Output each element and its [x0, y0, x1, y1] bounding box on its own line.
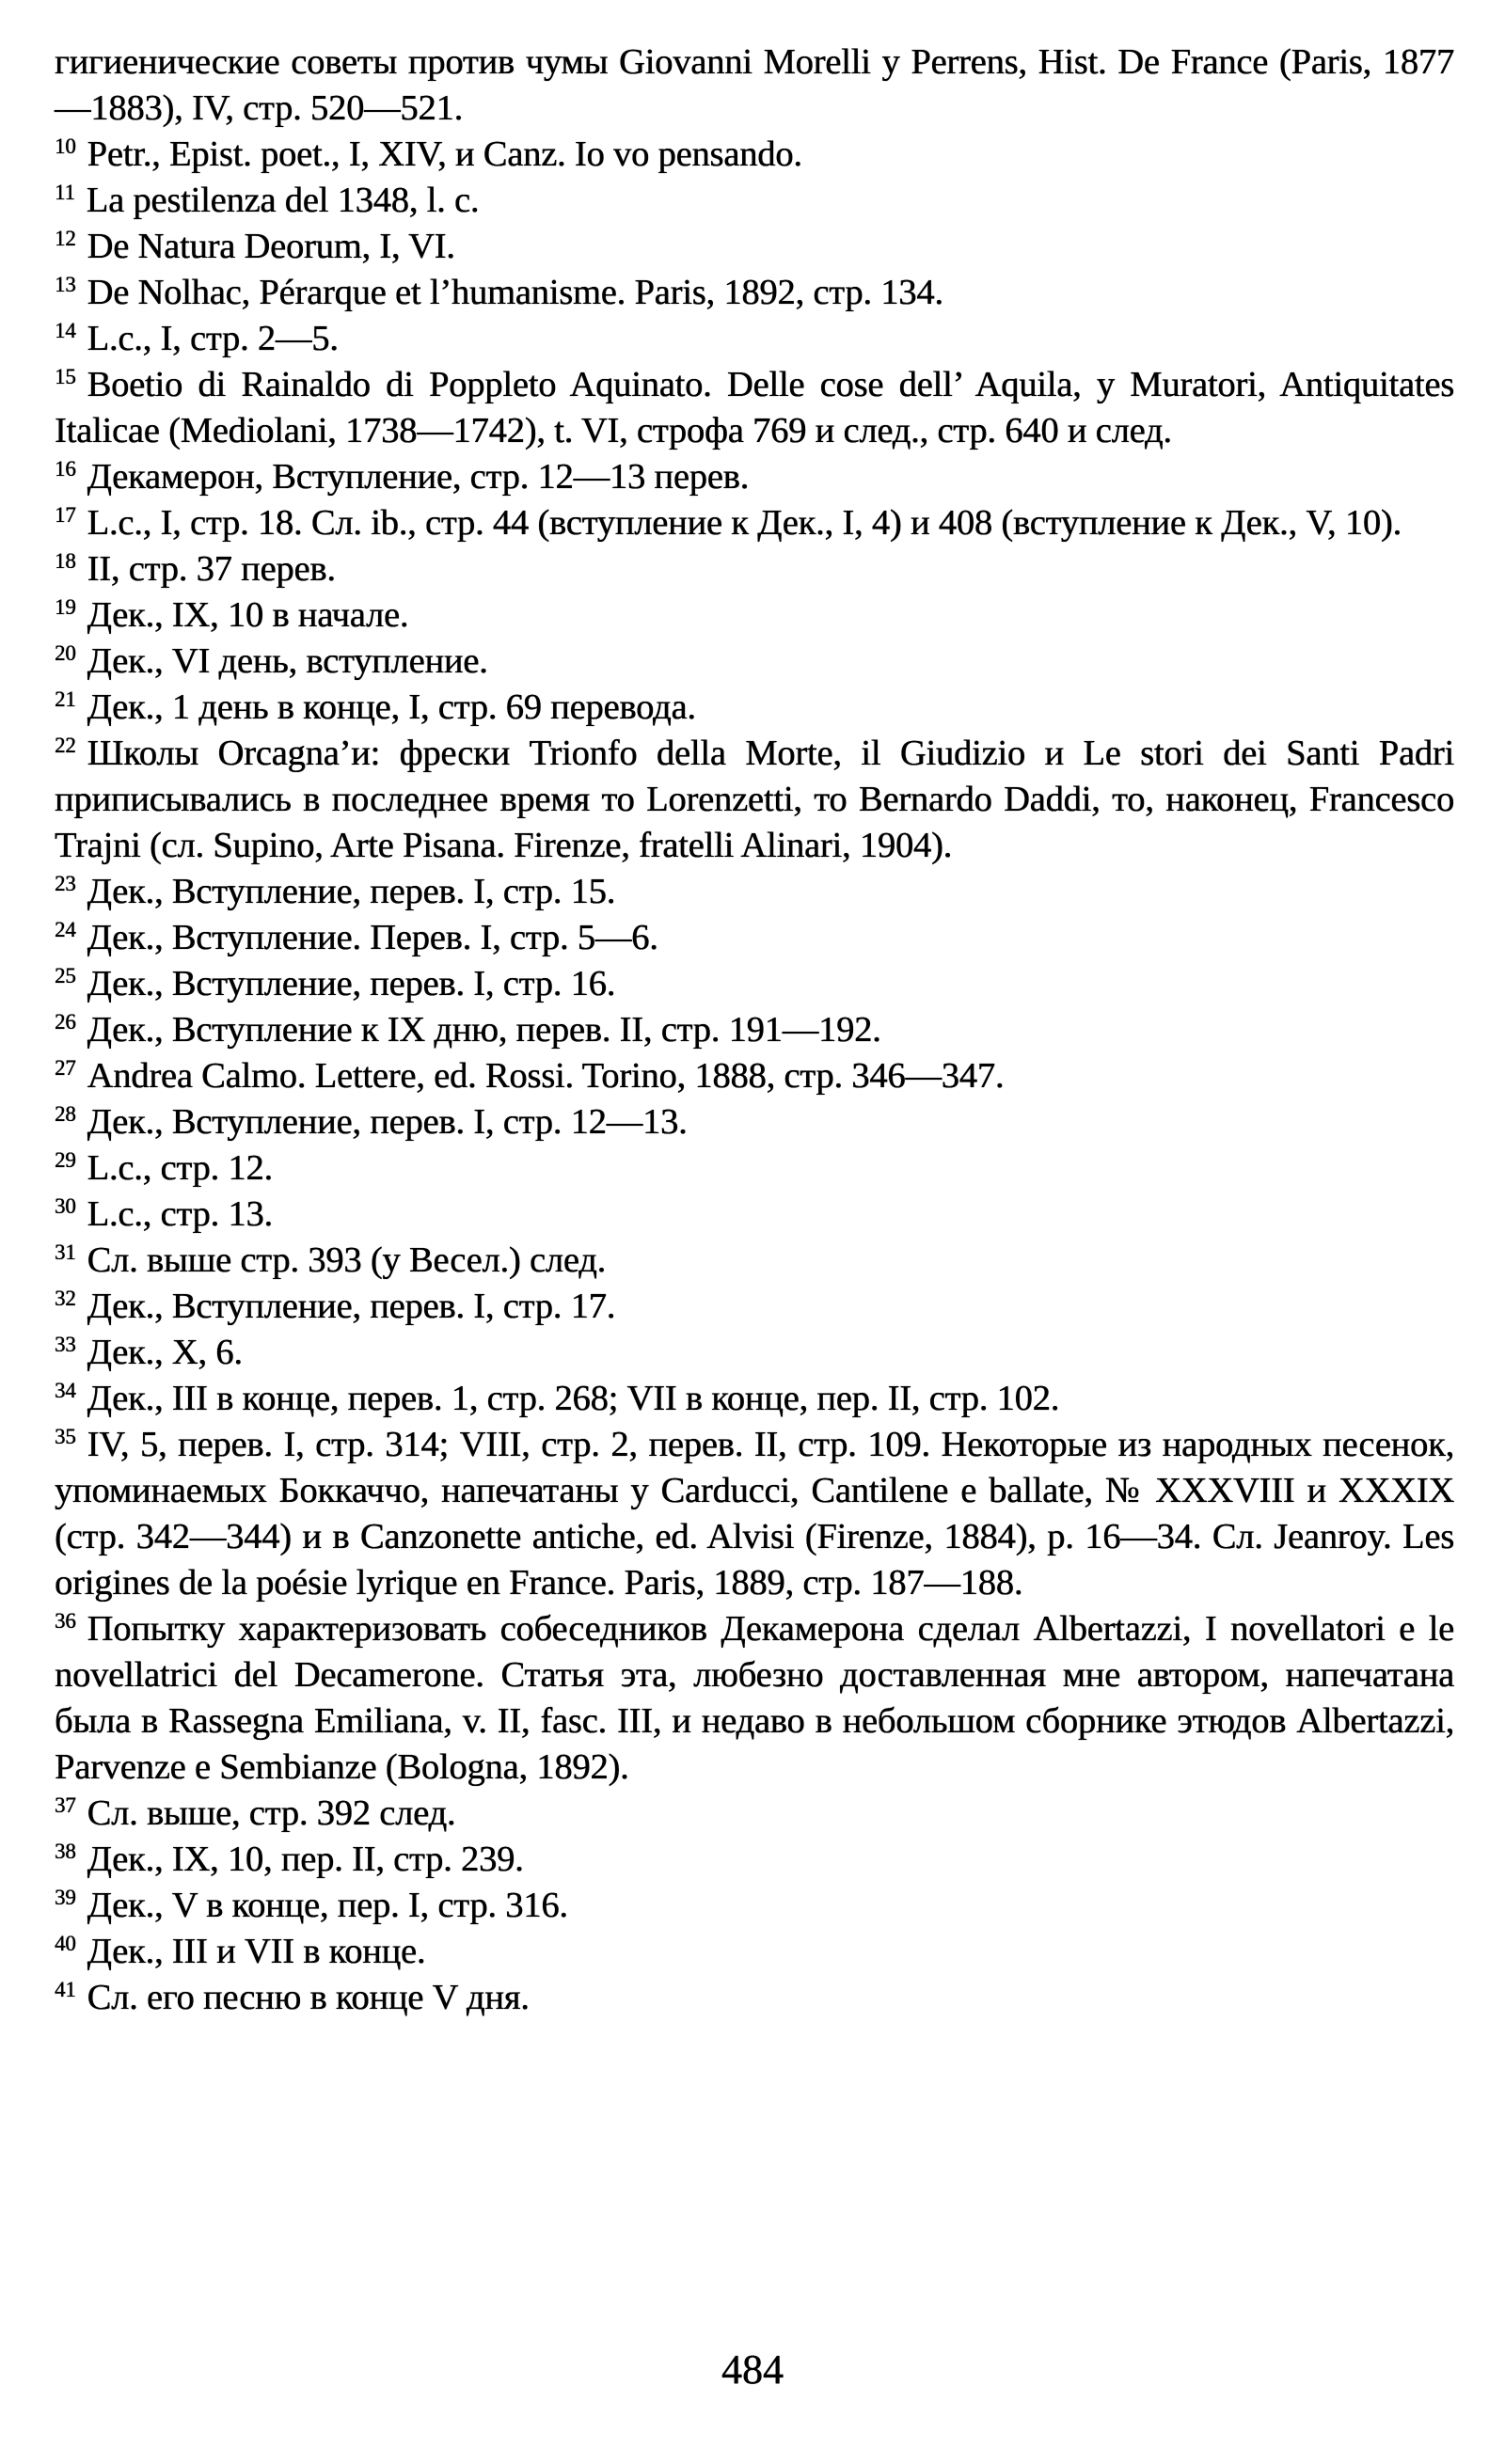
footnote-number: 28	[55, 1102, 76, 1126]
footnote-text: Школы Orcagna’и: фрески Trionfo della Morte, il Giudizio и Le stori dei Santi Padri приписывались в последнее время то Lorenzetti, то Bernardo Daddi, то, наконец, Francesco Trajni (сл. Supino, Arte Pisana. Firenze, fratelli Alinari, 1904).	[55, 734, 1454, 865]
footnote-number: 33	[55, 1333, 76, 1356]
footnote-text: Сл. выше, стр. 392 след.	[87, 1793, 456, 1833]
footnote	[55, 546, 1454, 592]
footnotes-block	[55, 39, 1454, 2021]
footnote-number: 25	[55, 964, 76, 987]
footnote	[55, 1053, 1454, 1099]
footnote-text: II, стр. 37 перев.	[87, 549, 336, 589]
footnote	[55, 1929, 1454, 1975]
footnote	[55, 1238, 1454, 1284]
footnote-number: 32	[55, 1287, 76, 1310]
footnote-number: 13	[55, 273, 76, 296]
footnote-text: L.c., I, стр. 18. Сл. ib., стр. 44 (вступление к Дек., I, 4) и 408 (вступление к Дек., V, 10).	[87, 503, 1402, 543]
footnote-number: 36	[55, 1609, 76, 1633]
footnote	[55, 178, 1454, 224]
footnote-text: Дек., Вступление, перев. I, стр. 17.	[87, 1287, 616, 1326]
footnote-text: Дек., Вступление, перев. I, стр. 15.	[87, 872, 616, 911]
footnote-text: Попытку характеризовать собеседников Декамерона сделал Albertazzi, I novellatori e le novellatrici del Decamerone. Статья эта, любезно доставленная мне автором, напечатана была в Rassegna Emiliana, v. II, fasc. III, и недаво в небольшом сборнике этюдов Albertazzi, Parvenze e Sembianze (Bologna, 1892).	[55, 1609, 1454, 1787]
footnote-number: 18	[55, 549, 76, 573]
footnote-text: De Nolhac, Pérarque et l’humanisme. Paris, 1892, стр. 134.	[87, 273, 943, 312]
footnote-text: De Natura Deorum, I, VI.	[87, 227, 455, 266]
footnote-number: 35	[55, 1425, 76, 1448]
footnote-text: Дек., VI день, вступление.	[87, 641, 488, 681]
footnote-text: Дек., 1 день в конце, I, стр. 69 перевода.	[87, 687, 696, 727]
footnote	[55, 1837, 1454, 1883]
footnote-text: Дек., Вступление, перев. I, стр. 12—13.	[87, 1102, 688, 1142]
footnote-text: Boetio di Rainaldo di Poppleto Aquinato. Delle cose dell’ Aquila, у Muratori, Antiquitates Italicae (Mediolani, 1738—1742), t. VI, строфа 769 и след., стр. 640 и след.	[55, 365, 1454, 450]
footnote-text: Дек., V в конце, пер. I, стр. 316.	[87, 1886, 568, 1925]
footnote-number: 37	[55, 1793, 76, 1817]
footnote-text: Дек., IX, 10 в начале.	[87, 595, 409, 635]
footnote-number: 31	[55, 1240, 76, 1264]
footnote	[55, 592, 1454, 639]
footnote-text: IV, 5, перев. I, стр. 314; VIII, стр. 2, перев. II, стр. 109. Некоторые из народных песенок, упоминаемых Боккаччо, напечатаны у Carducci, Cantilene e ballate, № XXXVIII и XXXIX (стр. 342—344) и в Canzonette antiche, ed. Alvisi (Firenze, 1884), p. 16—34. Сл. Jeanroy. Les origines de la poésie lyrique en France. Paris, 1889, стр. 187—188.	[55, 1425, 1454, 1603]
footnote-text: L.c., стр. 12.	[87, 1148, 273, 1188]
footnote	[55, 731, 1454, 869]
footnote-text: Petr., Epist. poet., I, XIV, и Canz. Io vo pensando.	[87, 134, 802, 174]
footnote	[55, 1099, 1454, 1145]
footnote-number: 23	[55, 872, 76, 895]
footnote-number: 19	[55, 595, 76, 619]
footnote-text: Дек., Вступление к IX дню, перев. II, стр. 191—192.	[87, 1010, 881, 1050]
footnote-continued	[55, 39, 1454, 132]
footnote-number: 17	[55, 503, 76, 527]
footnote-number: 20	[55, 641, 76, 665]
footnote-number: 24	[55, 918, 76, 941]
footnote	[55, 1422, 1454, 1606]
footnote-number: 38	[55, 1840, 76, 1863]
footnote	[55, 915, 1454, 961]
footnote	[55, 1330, 1454, 1376]
footnote-number: 22	[55, 734, 76, 757]
footnote-text: Сл. выше стр. 393 (у Весел.) след.	[87, 1240, 607, 1280]
footnote	[55, 1791, 1454, 1837]
footnote-number: 27	[55, 1056, 76, 1080]
footnote	[55, 639, 1454, 685]
footnote-text: Сл. его песню в конце V дня.	[87, 1978, 530, 2017]
footnote-number: 40	[55, 1932, 76, 1955]
footnote	[55, 1376, 1454, 1422]
footnote	[55, 316, 1454, 362]
footnote-text: Andrea Calmo. Lettere, ed. Rossi. Torino, 1888, стр. 346—347.	[87, 1056, 1005, 1096]
footnote	[55, 1975, 1454, 2021]
footnote-text: Дек., X, 6.	[87, 1333, 243, 1372]
footnote-number: 30	[55, 1194, 76, 1218]
footnote-text: Дек., Вступление, перев. I, стр. 16.	[87, 964, 616, 1003]
footnote-number: 26	[55, 1010, 76, 1034]
footnote-number: 12	[55, 227, 76, 250]
footnote-text: Дек., III в конце, перев. 1, стр. 268; VII в конце, пер. II, стр. 102.	[87, 1379, 1060, 1418]
footnote-text: L.c., стр. 13.	[87, 1194, 273, 1234]
footnote	[55, 869, 1454, 915]
footnote	[55, 270, 1454, 316]
footnote	[55, 1192, 1454, 1238]
footnote	[55, 224, 1454, 270]
footnote-text: гигиенические советы против чумы Giovanni Morelli у Perrens, Hist. De France (Paris, 1877—1883), IV, стр. 520—521.	[55, 42, 1454, 128]
page-number: 484	[721, 2346, 784, 2393]
footnote	[55, 454, 1454, 500]
footnote-number: 15	[55, 365, 76, 388]
footnote	[55, 961, 1454, 1007]
footnote	[55, 1606, 1454, 1791]
footnote-text: L.c., I, стр. 2—5.	[87, 319, 339, 358]
footnote-number: 39	[55, 1886, 76, 1909]
footnote-number: 16	[55, 457, 76, 481]
footnote-text: Декамерон, Вступление, стр. 12—13 перев.	[87, 457, 750, 497]
footnote-text: Дек., Вступление. Перев. I, стр. 5—6.	[87, 918, 658, 957]
footnote	[55, 362, 1454, 454]
footnote-number: 10	[55, 134, 76, 158]
footnote-number: 41	[55, 1978, 76, 2001]
footnote	[55, 1145, 1454, 1192]
footnote-number: 29	[55, 1148, 76, 1172]
footnote-text: Дек., IX, 10, пер. II, стр. 239.	[87, 1840, 524, 1879]
footnote	[55, 1284, 1454, 1330]
footnote	[55, 500, 1454, 546]
footnote-text: La pestilenza del 1348, l. c.	[86, 181, 480, 220]
footnote	[55, 1883, 1454, 1929]
footnote	[55, 132, 1454, 178]
footnote-number: 14	[55, 319, 76, 342]
footnote	[55, 1007, 1454, 1053]
footnote	[55, 685, 1454, 731]
footnote-number: 11	[55, 181, 75, 204]
footnote-number: 34	[55, 1379, 76, 1402]
footnote-number: 21	[55, 687, 76, 711]
footnote-text: Дек., III и VII в конце.	[87, 1932, 426, 1971]
